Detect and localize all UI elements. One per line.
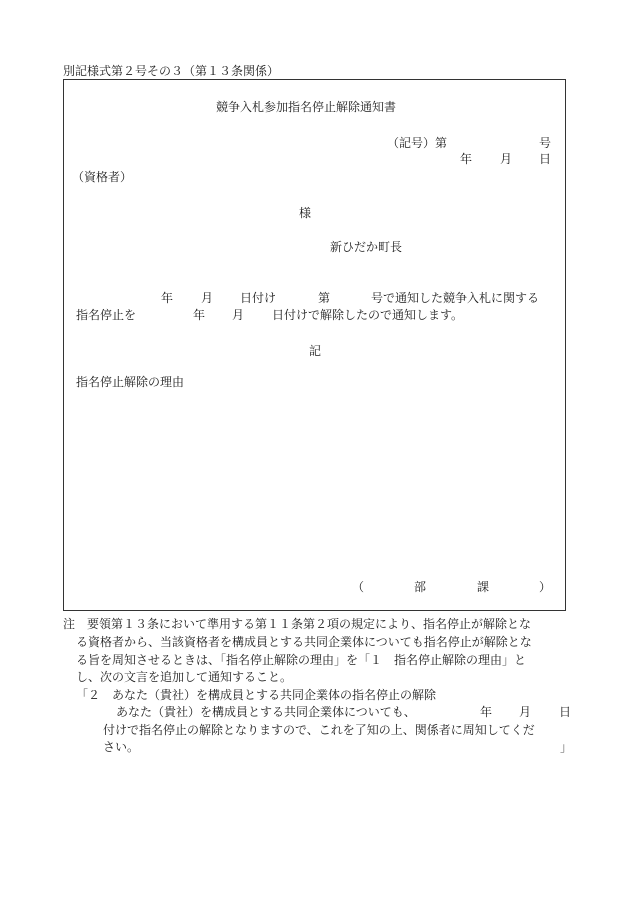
body-line1-dai: 第 (318, 291, 331, 305)
note-line-2: る資格者から、当該資格者を構成員とする共同企業体についても指名停止が解除とな (76, 635, 532, 649)
note-line-6-month: 月 (519, 705, 532, 719)
dept-ka: 課 (477, 580, 490, 594)
sender-name: 新ひだか町長 (330, 240, 403, 254)
form-title: 競争入札参加指名停止解除通知書 (216, 100, 397, 114)
body-line2-year: 年 (193, 308, 206, 322)
reason-label: 指名停止解除の理由 (76, 375, 185, 389)
reference-number-suffix: 号 (539, 136, 552, 150)
dept-close-paren: ） (539, 580, 552, 594)
note-line-5: 「２ あなた（貴社）を構成員とする共同企業体の指名停止の解除 (76, 688, 437, 702)
note-line-6-day: 日 (559, 705, 572, 719)
date-day: 日 (539, 152, 552, 166)
body-line2-start: 指名停止を (76, 308, 137, 322)
body-line1-month: 月 (201, 291, 214, 305)
addressee-label: （資格者） (72, 170, 133, 184)
note-line-8: さい。 (103, 740, 140, 754)
body-line2-rest: 日付けで解除したので通知します。 (272, 308, 464, 322)
ki-heading: 記 (309, 344, 322, 358)
body-line1-day: 日付け (240, 291, 277, 305)
note-line-3: る旨を周知させるときは、「指名停止解除の理由」を「１ 指名停止解除の理由」と (76, 653, 527, 667)
note-close-bracket: 」 (560, 740, 573, 754)
note-line-6-year: 年 (480, 705, 493, 719)
body-line1-rest: 号で通知した競争入札に関する (371, 291, 540, 305)
dept-open-paren: （ (352, 580, 365, 594)
date-year: 年 (460, 152, 473, 166)
dept-bu: 部 (414, 580, 427, 594)
note-line-1: 注 要領第１３条において準用する第１１条第２項の規定により、指名停止が解除とな (63, 617, 532, 631)
honorific-sama: 様 (299, 206, 312, 220)
body-line2-month: 月 (232, 308, 245, 322)
note-line-6-start: あなた（貴社）を構成員とする共同企業体についても、 (116, 705, 416, 719)
reference-number-label: （記号）第 (387, 136, 448, 150)
date-month: 月 (500, 152, 513, 166)
body-line1-year: 年 (161, 291, 174, 305)
note-line-4: し、次の文言を追加して通知すること。 (76, 670, 293, 684)
note-line-7: 付けで指名停止の解除となりますので、これを了知の上、関係者に周知してくだ (103, 723, 535, 737)
form-number-label: 別記様式第２号その３（第１３条関係） (63, 64, 280, 78)
